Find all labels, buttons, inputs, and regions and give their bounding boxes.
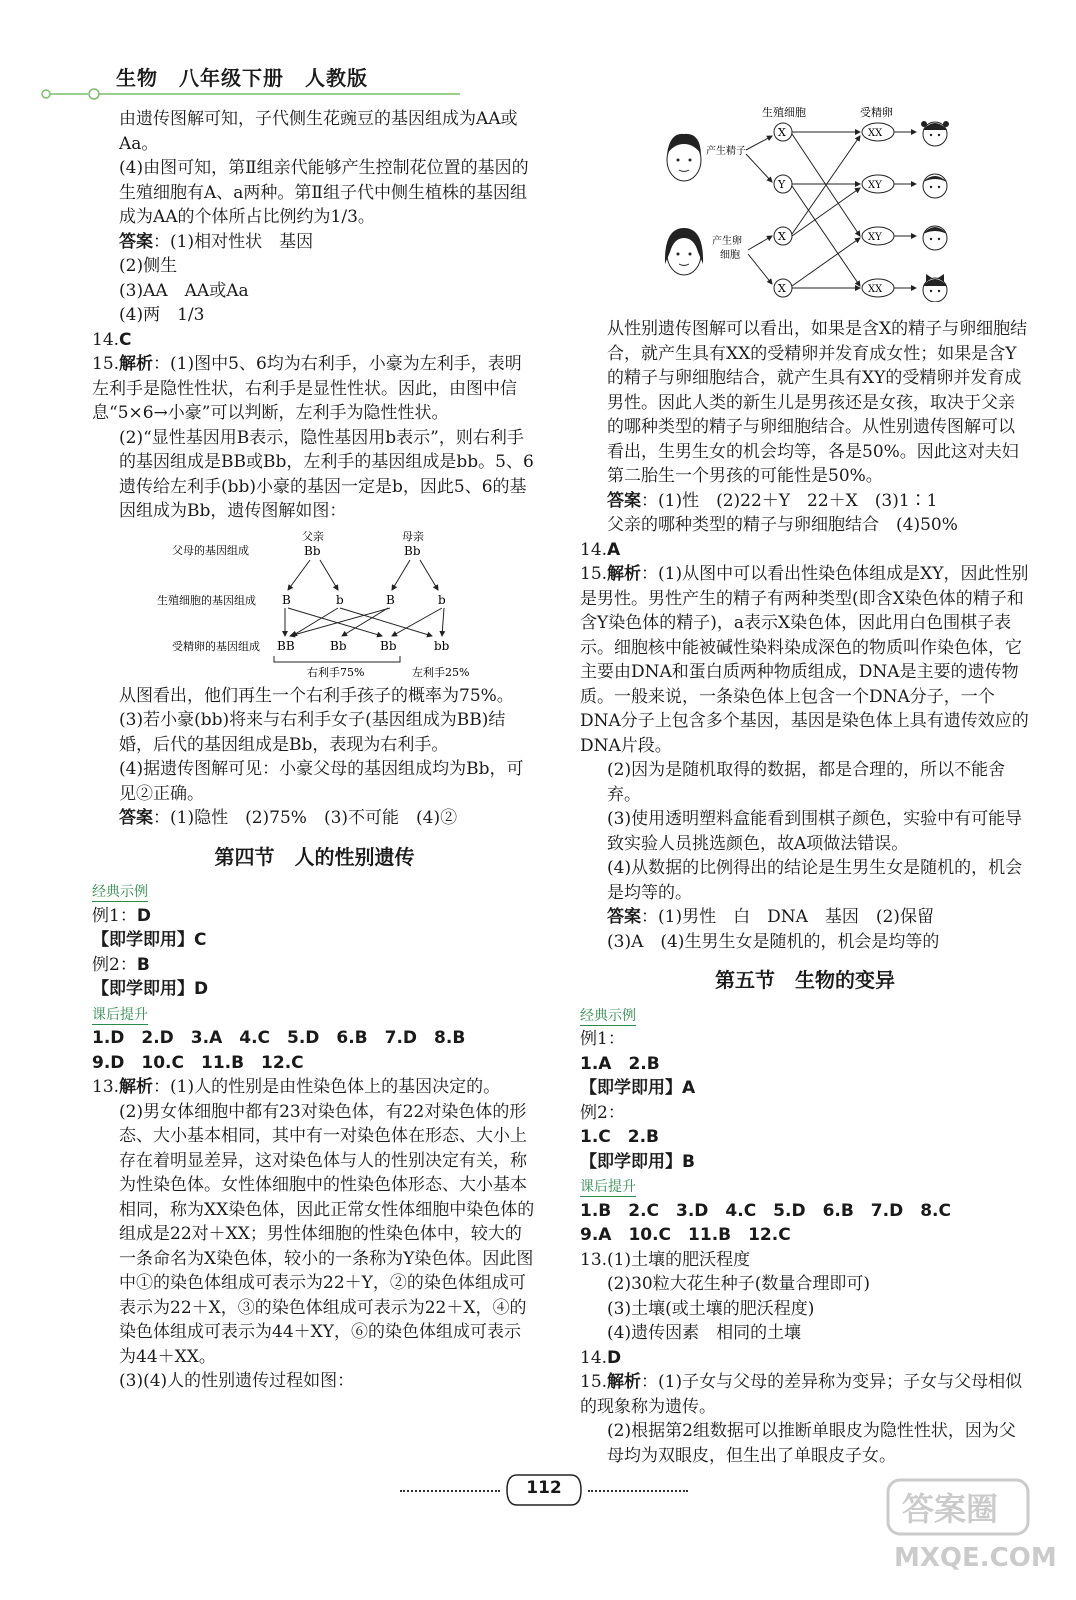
q-number: 15. bbox=[580, 564, 608, 584]
svg-text:答案圈: 答案圈 bbox=[902, 1490, 999, 1528]
girl-face-icon bbox=[923, 274, 947, 302]
tag-after-class: 课后提升 bbox=[580, 1179, 636, 1195]
right-q15b-2: (2)根据第2组数据可以推断单眼皮为隐性性状，因为父母均为双眼皮，但生出了单眼皮子女。 bbox=[607, 1421, 1016, 1466]
watermark-logo bbox=[858, 1470, 1058, 1580]
quick-use-label: 【即学即用】 bbox=[580, 1151, 682, 1172]
zygote-4: bb bbox=[434, 638, 450, 653]
gamete-1: B bbox=[282, 592, 291, 607]
left-q14 bbox=[92, 328, 537, 353]
quick-use-answer: A bbox=[682, 1078, 696, 1098]
egg-x-1: X bbox=[778, 230, 786, 243]
q-number: 15. bbox=[580, 1372, 608, 1392]
right-q15-2: (2)因为是随机取得的数据，都是合理的，所以不能舍弃。 bbox=[607, 760, 1006, 805]
zygote-xx-2: XX bbox=[868, 284, 883, 295]
quick-use-2 bbox=[92, 977, 537, 1002]
zygote-1: BB bbox=[277, 638, 295, 653]
answer-text: ：(1)隐性 (2)75% (3)不可能 (4)② bbox=[153, 808, 458, 828]
left-q15-2: (2)“显性基因用B表示，隐性基因用b表示”，则右利手的基因组成是BB或Bb，左利手的基因组成是bb。5、6遗传给左利手(bb)小豪的基因一定是b，因此5、6的基因组成为Bb，遗传图解如图： bbox=[119, 427, 534, 521]
right-q14b bbox=[580, 1346, 1030, 1371]
analysis-label: 解析 bbox=[607, 564, 642, 584]
example-label: 例2： bbox=[92, 954, 137, 975]
answer-label: 答案 bbox=[119, 808, 153, 828]
right-p1: 从性别遗传图解可以看出，如果是含X的精子与卵细胞结合，就产生具有XX的受精卵并发育成女性；如果是含Y的精子与卵细胞结合，就产生具有XY的受精卵并发育成男性。因此人类的新生儿是男孩还是女孩，取决于父亲的哪种类型的精子与卵细胞结合。从性别遗传图解可以看出，生男生女的机会均等，各是50%。因此这对夫妇第二胎生一个男孩的可能性是50%。 bbox=[607, 319, 1028, 486]
tag-classic-example: 经典示例 bbox=[580, 1007, 636, 1024]
watermark-logo-icon bbox=[858, 1470, 1058, 1580]
sperm-x: X bbox=[778, 126, 786, 139]
q-number: 14. bbox=[92, 329, 120, 350]
right-answer-15b: (3)A (4)生男生女是随机的，机会是均等的 bbox=[607, 931, 940, 952]
sperm-y: Y bbox=[778, 178, 786, 191]
right-answer-15a bbox=[580, 905, 1030, 930]
right-q13-3: (3)土壤(或土壤的肥沃程度) bbox=[607, 1298, 815, 1319]
label-ovum-1: 产生卵 bbox=[712, 236, 742, 247]
answer-row-2: 9.A 10.C 11.B 12.C bbox=[580, 1225, 791, 1245]
quick-use-label: 【即学即用】 bbox=[580, 1078, 682, 1098]
right-answer-1 bbox=[580, 489, 1030, 514]
right-q15-4: (4)从数据的比例得出的结论是生男生女是随机的，机会是均等的。 bbox=[607, 858, 1023, 903]
left-answer-1 bbox=[92, 230, 537, 255]
left-q15-4: (3)若小豪(bb)将来与右利手女子(基因组成为BB)结婚，后代的基因组成是Bb，表现为右利手。 bbox=[119, 710, 506, 755]
quick-use-answer: C bbox=[194, 930, 207, 950]
answer-text: ：(1)性 (2)22＋Y 22＋X (3)1∶1 bbox=[641, 490, 938, 511]
right-q13-4: (4)遗传因素 相同的土壤 bbox=[607, 1323, 802, 1343]
right-handed-ratio: 右利手75% bbox=[307, 665, 365, 678]
example-answer: B bbox=[136, 954, 150, 975]
quick-use-label: 【即学即用】 bbox=[92, 930, 194, 950]
q-number: 15. bbox=[92, 354, 120, 374]
right-q15-3: (3)使用透明塑料盒能看到围棋子颜色，实验中有可能导致实验人员挑选颜色，故A项做法错误。 bbox=[607, 809, 1023, 854]
header-title: 生物 八年级下册 人教版 bbox=[116, 66, 368, 90]
father-face-icon bbox=[667, 134, 701, 181]
row-label-zygotes: 受精卵的基因组成 bbox=[172, 639, 260, 653]
zygote-3: Bb bbox=[380, 638, 397, 653]
zygote-xx-1: XX bbox=[868, 128, 883, 139]
father-genotype: Bb bbox=[304, 543, 321, 558]
answer-label: 答案 bbox=[119, 231, 153, 252]
q-number: 14. bbox=[580, 539, 608, 560]
row-label-parents: 父母的基因组成 bbox=[172, 543, 249, 557]
boy-face-icon bbox=[923, 174, 947, 198]
page-number: 112 bbox=[526, 1478, 562, 1498]
quick-use-1 bbox=[92, 928, 537, 953]
tag-classic-example: 经典示例 bbox=[92, 884, 148, 900]
example-answer: D bbox=[136, 905, 151, 926]
q-answer: C bbox=[119, 329, 132, 350]
analysis-label: 解析 bbox=[119, 1077, 154, 1097]
answer-text: ：(1)男性 白 DNA 基因 (2)保留 bbox=[641, 907, 934, 927]
answer-text: ：(1)相对性状 基因 bbox=[153, 231, 314, 252]
answer-row-1: 1.B 2.C 3.D 4.C 5.D 6.B 7.D 8.C bbox=[580, 1200, 951, 1221]
label-sperm: 产生精子 bbox=[706, 146, 746, 157]
analysis-label: 解析 bbox=[607, 1372, 642, 1392]
q-number: 14. bbox=[580, 1347, 608, 1368]
q13-text-1: ：(1)人的性别是由性染色体上的基因决定的。 bbox=[153, 1077, 501, 1097]
svg-text:MXQE.COM: MXQE.COM bbox=[894, 1543, 1057, 1573]
left-p2: (4)由图可知，第Ⅱ组亲代能够产生控制花位置的基因的生殖细胞有A、a两种。第Ⅱ组子代中侧生植株的基因组成为AA的个体所占比例约为1/3。 bbox=[119, 158, 529, 227]
quick-use-answer: B bbox=[682, 1151, 695, 1172]
quick-use-label: 【即学即用】 bbox=[92, 979, 194, 999]
header-rule bbox=[40, 88, 460, 100]
left-q13 bbox=[92, 1075, 537, 1100]
left-p1: 由遗传图解可知，子代侧生花豌豆的基因组成为AA或Aa。 bbox=[119, 109, 518, 154]
mother-face-icon bbox=[665, 228, 703, 275]
right-q14 bbox=[580, 538, 1030, 563]
left-q13-3: (3)(4)人的性别遗传过程如图： bbox=[119, 1371, 355, 1391]
zygote-2: Bb bbox=[330, 638, 347, 653]
row-label-gametes: 生殖细胞的基因组成 bbox=[157, 593, 256, 607]
egg-x-2: X bbox=[778, 282, 786, 295]
zygote-xy-1: XY bbox=[868, 180, 882, 191]
sex-inheritance-diagram bbox=[660, 102, 960, 302]
right-q15 bbox=[580, 562, 1030, 758]
left-answer-4: (4)两 1/3 bbox=[119, 305, 205, 325]
left-column bbox=[92, 107, 537, 1394]
left-answer-15 bbox=[92, 806, 537, 831]
q-number: 13. bbox=[92, 1077, 120, 1097]
right-q13-1: 13.(1)土壤的肥沃程度 bbox=[580, 1249, 751, 1270]
girl-face-icon bbox=[921, 121, 949, 146]
quick-use-answer: D bbox=[194, 979, 209, 999]
footer-dots-left bbox=[400, 1490, 500, 1494]
answer-row-1: 1.D 2.D 3.A 4.C 5.D 6.B 7.D 8.B bbox=[92, 1028, 466, 1048]
example-2-answers: 1.C 2.B bbox=[580, 1127, 660, 1147]
boy-face-icon bbox=[923, 226, 947, 250]
answer-label: 答案 bbox=[607, 490, 641, 511]
section-title-5: 第五节 生物的变异 bbox=[715, 968, 895, 992]
example-label: 例1： bbox=[92, 905, 137, 926]
left-q15-3: 从图看出，他们再生一个右利手孩子的概率为75%。 bbox=[119, 685, 514, 706]
heredity-diagram-handedness bbox=[112, 528, 552, 678]
right-column bbox=[580, 317, 1030, 1468]
right-q15b bbox=[580, 1370, 1030, 1419]
footer-dots-right bbox=[588, 1490, 688, 1494]
tag-after-class: 课后提升 bbox=[92, 1006, 148, 1023]
page-number-badge bbox=[505, 1473, 583, 1507]
q15-text-1: ：(1)图中5、6均为右利手，小豪为左利手，表明左利手是隐性性状，右利手是显性性状。因此，由图中信息“5×6→小豪”可以判断，左利手为隐性性状。 bbox=[92, 354, 522, 423]
q15b-text-1: ：(1)子女与父母的差异称为变异；子女与父母相似的现象称为遗传。 bbox=[580, 1372, 1023, 1417]
left-handed-ratio: 左利手25% bbox=[412, 665, 470, 678]
left-answer-3: (3)AA AA或Aa bbox=[119, 280, 249, 301]
label-ovum-2: 细胞 bbox=[720, 250, 740, 261]
gamete-3: B bbox=[386, 592, 395, 607]
example-2-label: 例2： bbox=[580, 1102, 625, 1123]
q15-text-1: ：(1)从图中可以看出性染色体组成是XY，因此性别是男性。男性产生的精子有两种类型(即含X染色体的精子和含Y染色体的精子)，a表示X染色体，因此用白色围棋子表示。细胞核中能被碱性染料染成深色的物质叫作染色体，它主要由DNA和蛋白质两种物质组成，DNA是主要的遗传物质。一般来说，一条染色体上包含一个DNA分子，一个DNA分子上包含多个基因，基因是染色体上具有遗传效应的DNA片段。 bbox=[580, 564, 1029, 756]
left-q15-5: (4)据遗传图解可见：小豪父母的基因组成均为Bb，可见②正确。 bbox=[119, 759, 524, 804]
answer-row-2: 9.D 10.C 11.B 12.C bbox=[92, 1052, 304, 1073]
left-answer-2: (2)侧生 bbox=[119, 256, 178, 276]
quick-use-1 bbox=[580, 1076, 1030, 1101]
analysis-label: 解析 bbox=[119, 354, 154, 374]
q-answer: D bbox=[607, 1347, 622, 1368]
mother-label: 母亲 bbox=[402, 529, 424, 543]
left-q13-2: (2)男女体细胞中都有23对染色体，有22对染色体的形态、大小基本相同，其中有一对染色体在形态、大小上存在着明显差异，这对染色体与人的性别决定有关，称为性染色体。女性体细胞中的性染色体形态、大小基本相同，称为XX染色体，因此正常女性体细胞中染色体的组成是22对＋XX；男性体细胞的性染色体中，较大的一条命名为X染色体，较小的一条称为Y染色体。因此图中①的染色体组成可表示为22＋Y，②的染色体组成可表示为22＋X，③的染色体组成可表示为22＋X，④的染色体组成可表示为44＋XY，⑥的染色体组成可表示为44＋XX。 bbox=[119, 1101, 535, 1367]
zygote-xy-2: XY bbox=[868, 232, 882, 243]
father-label: 父亲 bbox=[302, 529, 324, 543]
section-title-4: 第四节 人的性别遗传 bbox=[214, 844, 415, 869]
example-2 bbox=[92, 953, 537, 978]
gamete-2: b bbox=[336, 592, 344, 607]
example-1-label: 例1： bbox=[580, 1029, 625, 1049]
answer-label: 答案 bbox=[607, 907, 641, 927]
label-germ-cells: 生殖细胞 bbox=[762, 106, 806, 119]
example-1 bbox=[92, 904, 537, 929]
right-q13-2: (2)30粒大花生种子(数量合理即可) bbox=[607, 1274, 870, 1294]
mother-genotype: Bb bbox=[404, 543, 421, 558]
gamete-4: b bbox=[438, 592, 446, 607]
right-answer-2: 父亲的哪种类型的精子与卵细胞结合 (4)50% bbox=[607, 515, 958, 535]
example-1-answers: 1.A 2.B bbox=[580, 1053, 660, 1074]
quick-use-2 bbox=[580, 1150, 1030, 1175]
label-fertilized-egg: 受精卵 bbox=[860, 106, 893, 119]
q-answer: A bbox=[607, 539, 621, 560]
left-q15 bbox=[92, 352, 537, 426]
